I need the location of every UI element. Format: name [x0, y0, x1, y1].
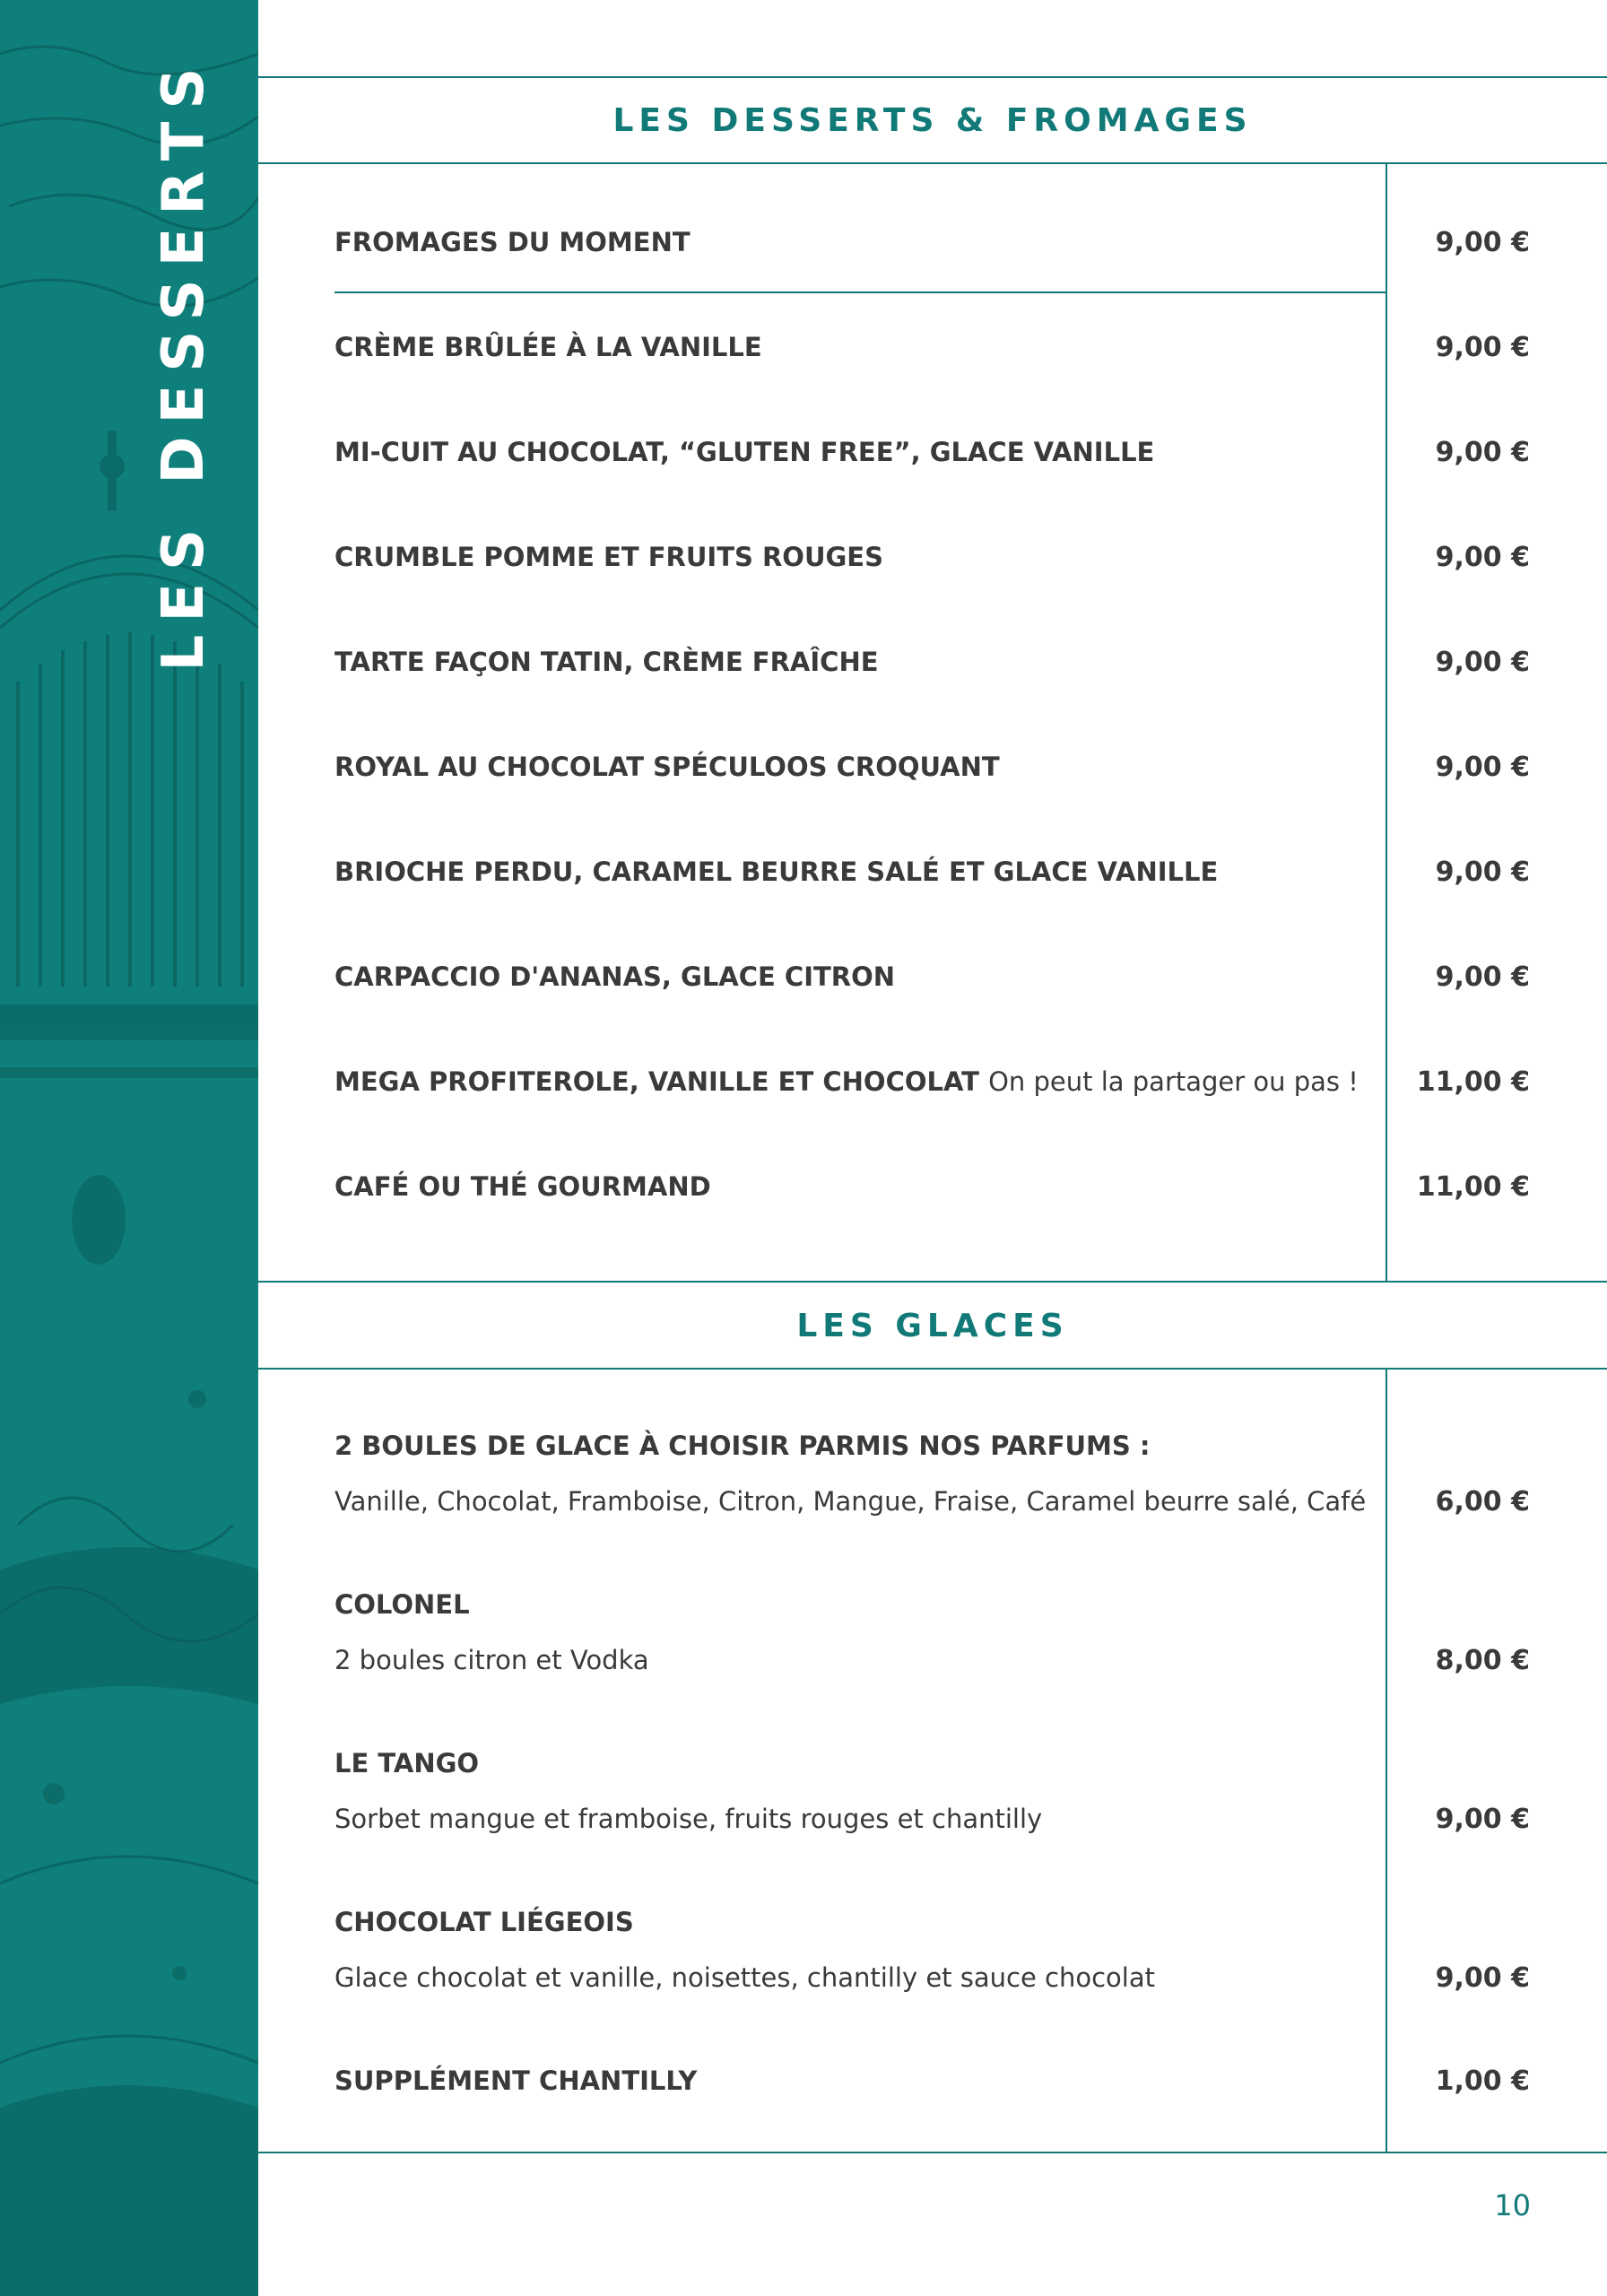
menu-item-price: 1,00 € [1435, 2066, 1530, 2097]
menu-item-price: 9,00 € [1435, 961, 1530, 993]
menu-item-price: 9,00 € [1435, 227, 1530, 258]
menu-item-price: 9,00 € [1435, 1962, 1530, 1994]
menu-item-description: 2 boules citron et Vodka [334, 1645, 649, 1675]
page-number: 10 [1494, 2188, 1531, 2222]
menu-item-price: 11,00 € [1416, 1066, 1530, 1098]
menu-item-price: 9,00 € [1435, 857, 1530, 888]
menu-item-name: LE TANGO [334, 1748, 480, 1779]
menu-item-description: Sorbet mangue et framboise, fruits rouges et chantilly [334, 1804, 1043, 1834]
section-title-glaces: LES GLACES [796, 1308, 1069, 1344]
menu-item-name [334, 1066, 1359, 1097]
menu-item-name: MI-CUIT AU CHOCOLAT, “GLUTEN FREE”, GLACE VANILLE [334, 437, 1155, 467]
menu-item-price: 9,00 € [1435, 437, 1530, 468]
menu-item-name: CRUMBLE POMME ET FRUITS ROUGES [334, 542, 884, 572]
menu-item-note: On peut la partager ou pas ! [988, 1066, 1359, 1097]
menu-item-price: 9,00 € [1435, 647, 1530, 678]
section-divider [258, 162, 1607, 164]
menu-item-name: CHOCOLAT LIÉGEOIS [334, 1907, 634, 1937]
menu-item-price: 11,00 € [1416, 1171, 1530, 1203]
row-divider [334, 291, 1386, 293]
menu-item-name: ROYAL AU CHOCOLAT SPÉCULOOS CROQUANT [334, 752, 1000, 782]
menu-item-price: 6,00 € [1435, 1486, 1530, 1518]
menu-item-name: TARTE FAÇON TATIN, CRÈME FRAÎCHE [334, 647, 879, 677]
section-divider [258, 76, 1607, 78]
menu-item-name: SUPPLÉMENT CHANTILLY [334, 2066, 698, 2096]
price-column-divider [1385, 1369, 1387, 2152]
section-divider [258, 2152, 1607, 2153]
menu-item-name: BRIOCHE PERDU, CARAMEL BEURRE SALÉ ET GLACE VANILLE [334, 857, 1219, 887]
sidebar-decoration [0, 0, 258, 2296]
menu-item-description: Glace chocolat et vanille, noisettes, chantilly et sauce chocolat [334, 1962, 1155, 1993]
section-divider [258, 1368, 1607, 1370]
section-title-desserts: LES DESSERTS & FROMAGES [612, 102, 1253, 139]
section-divider [258, 1281, 1607, 1283]
sidebar-title: LES DESSERTS [151, 55, 217, 672]
menu-item-name-text: MEGA PROFITEROLE, VANILLE ET CHOCOLAT [334, 1066, 979, 1097]
menu-item-name: COLONEL [334, 1589, 470, 1620]
menu-item-description: Vanille, Chocolat, Framboise, Citron, Mangue, Fraise, Caramel beurre salé, Café [334, 1486, 1367, 1517]
menu-item-name: CARPACCIO D'ANANAS, GLACE CITRON [334, 961, 896, 992]
menu-item-price: 9,00 € [1435, 752, 1530, 783]
menu-item-price: 9,00 € [1435, 332, 1530, 363]
menu-item-price: 9,00 € [1435, 1804, 1530, 1835]
price-column-divider [1385, 163, 1387, 1281]
engraving-illustration [0, 0, 258, 2296]
menu-item-name: FROMAGES DU MOMENT [334, 227, 691, 257]
menu-item-price: 8,00 € [1435, 1645, 1530, 1676]
menu-item-name: CAFÉ OU THÉ GOURMAND [334, 1171, 711, 1202]
menu-item-name: CRÈME BRÛLÉE À LA VANILLE [334, 332, 762, 362]
menu-item-name: 2 BOULES DE GLACE À CHOISIR PARMIS NOS PARFUMS : [334, 1431, 1151, 1461]
menu-item-price: 9,00 € [1435, 542, 1530, 573]
